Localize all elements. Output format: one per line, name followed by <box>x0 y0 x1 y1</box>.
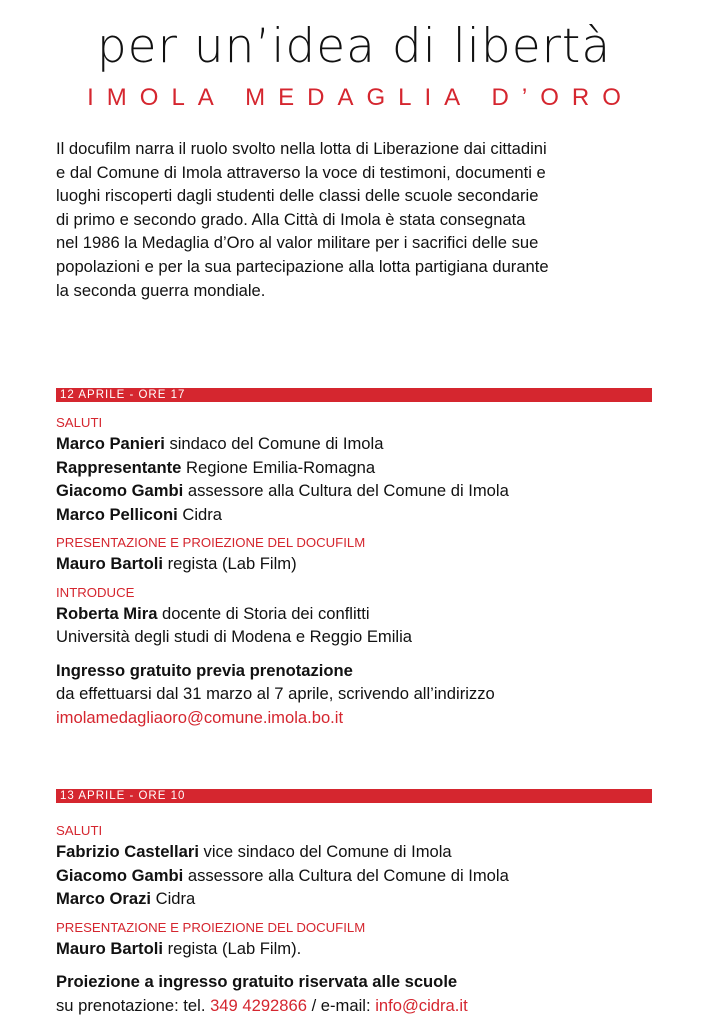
event2-phone-link[interactable]: 349 4292866 <box>210 995 307 1015</box>
event1-saluti-item <box>56 456 656 480</box>
event1-section <box>56 414 656 729</box>
event2-email-link[interactable]: info@cidra.it <box>375 995 468 1015</box>
speaker-name: Marco Panieri <box>56 434 165 453</box>
speaker-role: assessore alla Cultura del Comune di Imola <box>183 481 509 500</box>
event2-saluti-item <box>56 840 656 864</box>
event1-presentazione-item <box>56 552 656 576</box>
intro-line: popolazioni e per la sua partecipazione alla lotta partigiana durante <box>56 256 549 276</box>
event2-section <box>56 822 656 1017</box>
speaker-name: Giacomo Gambi <box>56 481 184 500</box>
speaker-name: Mauro Bartoli <box>56 938 163 958</box>
event1-introduce-affiliation: Università degli studi di Modena e Reggio Emilia <box>56 627 413 646</box>
event1-saluti-item <box>56 479 656 503</box>
speaker-name: Marco Orazi <box>56 889 151 908</box>
page-subtitle: IMOLA MEDAGLIA D’ORO <box>87 84 634 111</box>
speaker-role: regista (Lab Film) <box>162 554 297 573</box>
page-title: per un’idea di libertà <box>96 19 612 74</box>
event1-introduce-item <box>56 602 656 626</box>
event1-introduce-label: INTRODUCE <box>56 584 135 600</box>
event1-email-link[interactable]: imolamedagliaoro@comune.imola.bo.it <box>56 707 344 727</box>
speaker-role: sindaco del Comune di Imola <box>164 434 384 453</box>
intro-line: luoghi riscoperti dagli studenti delle classi delle scuole secondarie <box>56 186 539 206</box>
event2-presentazione-item <box>56 937 656 961</box>
speaker-name: Mauro Bartoli <box>56 554 163 573</box>
intro-line: Il docufilm narra il ruolo svolto nella lotta di Liberazione dai cittadini <box>56 139 547 158</box>
event1-saluti-item <box>56 432 656 456</box>
speaker-role: regista (Lab Film). <box>162 938 302 958</box>
event1-presentazione-label: PRESENTAZIONE E PROIEZIONE DEL DOCUFILM <box>56 535 366 550</box>
event2-saluti-item <box>56 864 656 888</box>
event2-proiezione-title: Proiezione a ingresso gratuito riservata alle scuole <box>56 972 458 991</box>
event2-saluti-label: SALUTI <box>56 823 103 838</box>
event1-date-bar: 12 APRILE - ORE 17 <box>56 388 652 402</box>
event2-prenotazione-line: su prenotazione: tel. 349 4292866 / e-mail: info@cidra.it <box>56 995 468 1015</box>
event1-saluti-label: SALUTI <box>56 415 103 430</box>
speaker-name: Marco Pelliconi <box>56 504 178 524</box>
speaker-role: Cidra <box>151 889 196 908</box>
event2-presentazione-label: PRESENTAZIONE E PROIEZIONE DEL DOCUFILM <box>56 919 366 935</box>
speaker-role: assessore alla Cultura del Comune di Imola <box>183 865 509 885</box>
event2-saluti-item <box>56 887 656 911</box>
speaker-role: docente di Storia dei conflitti <box>157 603 370 623</box>
speaker-role: Cidra <box>177 504 222 524</box>
event2-date-bar: 13 APRILE - ORE 10 <box>56 789 652 803</box>
intro-line: nel 1986 la Medaglia d’Oro al valor militare per i sacrifici delle sue <box>56 233 539 253</box>
speaker-name: Giacomo Gambi <box>56 865 184 885</box>
speaker-name: Roberta Mira <box>56 603 158 623</box>
intro-line: e dal Comune di Imola attraverso la voce di testimoni, documenti e <box>56 162 546 182</box>
speaker-name: Fabrizio Castellari <box>56 842 199 861</box>
intro-paragraph <box>56 137 656 302</box>
event1-ingresso-title: Ingresso gratuito previa prenotazione <box>56 660 353 680</box>
intro-line: la seconda guerra mondiale. <box>56 280 266 300</box>
speaker-role: Regione Emilia-Romagna <box>181 457 376 477</box>
event1-saluti-item <box>56 503 656 527</box>
event1-ingresso-text: da effettuarsi dal 31 marzo al 7 aprile, scrivendo all’indirizzo <box>56 684 495 703</box>
speaker-role: vice sindaco del Comune di Imola <box>198 842 452 861</box>
speaker-name: Rappresentante <box>56 457 182 477</box>
intro-line: di primo e secondo grado. Alla Città di Imola è stata consegnata <box>56 209 526 229</box>
